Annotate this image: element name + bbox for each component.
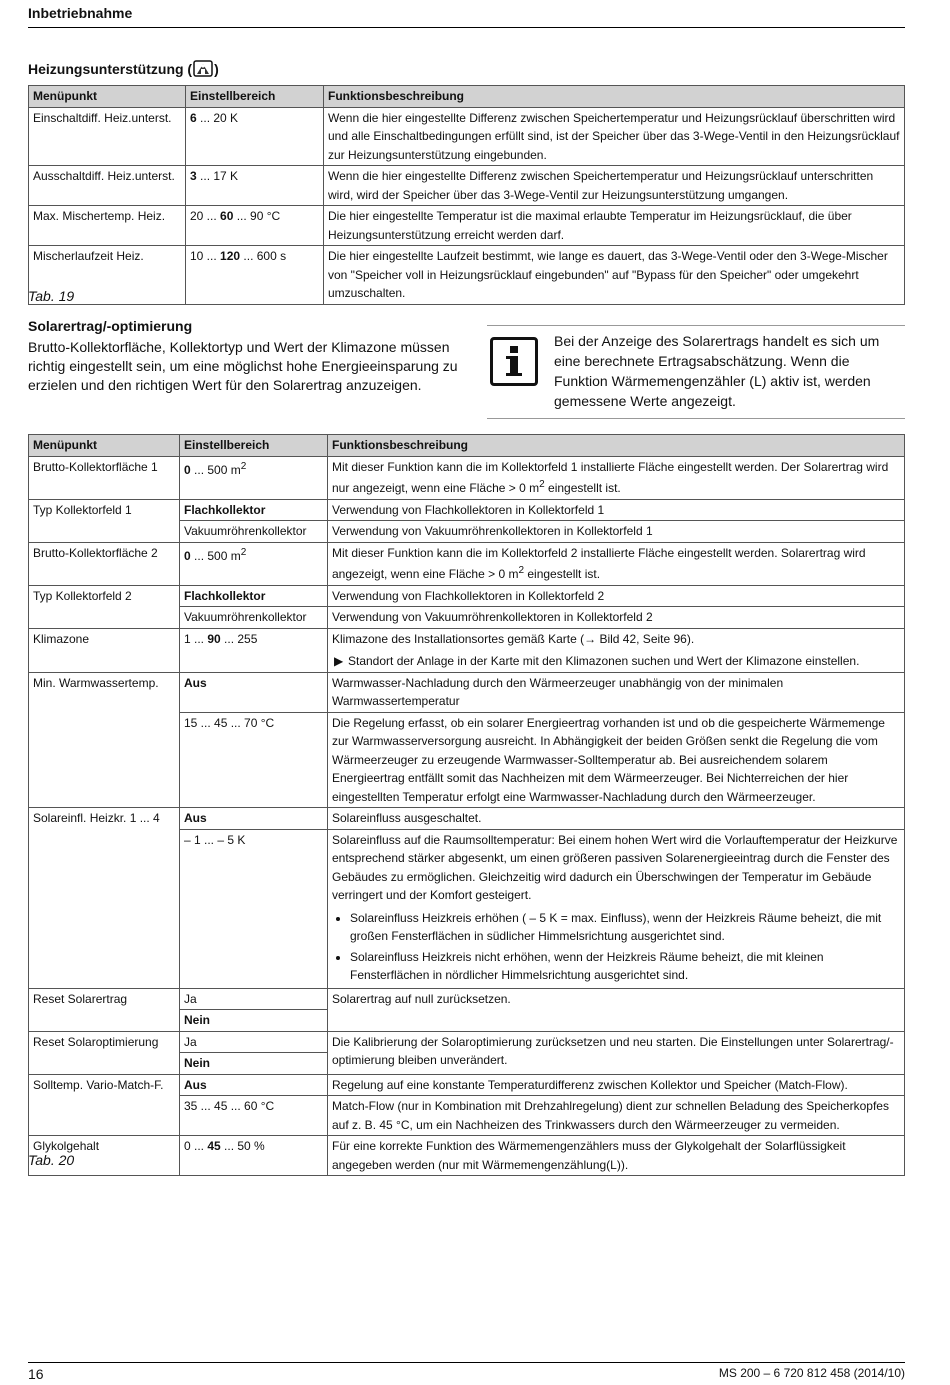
- function-description: Match-Flow (nur in Kombination mit Drehzahlregelung) dient zur schnellen Beladung des Speicherkopfes auf z. B. 45 °C, um ein Nachheizen des Trinkwassers durch den Wärmeerzeuger zu vermeiden.: [328, 1096, 905, 1136]
- range-rest: ... 600 s: [240, 249, 287, 263]
- function-description: [328, 829, 905, 988]
- function-description: Die Kalibrierung der Solaroptimierung zurücksetzen und neu starten. Die Einstellungen unter Solarertrag/-optimierung bleiben unverändert.: [328, 1031, 905, 1074]
- table-row: [29, 1136, 905, 1176]
- unit-superscript: 2: [518, 565, 525, 576]
- range-rest: ... 255: [220, 631, 258, 646]
- desc-part: Mit dieser Funktion kann die im Kollektorfeld 1 installierte Fläche eingestellt werden. Der Solarertrag wird nur angezeigt, wenn eine Fläche > 0 m: [332, 459, 889, 495]
- unit-superscript: 2: [240, 546, 247, 558]
- setting-option: Ja: [180, 1031, 328, 1053]
- page-number: 16: [28, 1366, 44, 1382]
- menu-item: Typ Kollektorfeld 1: [29, 499, 180, 542]
- table-caption-20: Tab. 20: [28, 1152, 75, 1168]
- default-value: 6: [190, 110, 197, 125]
- menu-item: Reset Solarertrag: [29, 988, 180, 1031]
- setting-range: [186, 107, 324, 166]
- info-text: Bei der Anzeige des Solarertrags handelt es sich um eine berechnete Ertragsabschätzung. Wenn die Funktion Wärmemengenzähler (L) aktiv ist, werden gemessene Werte angezeigt.: [554, 333, 880, 409]
- desc-part: eingestellt ist.: [544, 481, 621, 495]
- bullet-item: • Solareinfluss Heizkreis nicht erhöhen, wenn der Heizkreis Räume beheizt, die mit kleinen Fensterflächen in nördlicher Himmelsrichtung ausgerichtet sind.: [350, 948, 900, 985]
- column-header-description: Funktionsbeschreibung: [328, 435, 905, 457]
- function-description: Die Regelung erfasst, ob ein solarer Energieertrag vorhanden ist und ob die gespeicherte Wärmemenge zur Warmwasserversorgung ausreicht. In Abhängigkeit der beiden Größen senkt die Regelung die vom Wärmeerzeuger zu erzeugende Warmwasser-Solltemperatur ab. Bei ausreichendem solarem Energieertrag entfällt somit das Nachheizen mit dem Wärmeerzeuger. Bei Nichterreichen der hier eingestellten Temperatur erfolgt eine Warmwasser-Nachladung durch den Wärmeerzeuger.: [328, 712, 905, 808]
- setting-option: Flachkollektor: [180, 585, 328, 607]
- column-header-range: Einstellbereich: [186, 86, 324, 108]
- menu-item: Solareinfl. Heizkr. 1 ... 4: [29, 808, 180, 989]
- range-rest: ... 17 K: [196, 169, 239, 183]
- function-description: Verwendung von Vakuumröhrenkollektoren in Kollektorfeld 1: [328, 521, 905, 543]
- range-rest: ... 500 m: [190, 548, 241, 563]
- solar-yield-paragraph: Brutto-Kollektorfläche, Kollektortyp und Wert der Klimazone müssen richtig eingestellt sein, um eine möglichst hohe Energieeinsparung zu erzielen und den richtigen Wert für den Solarertrag anzuzeigen.: [28, 339, 458, 393]
- default-value: 90: [207, 631, 221, 646]
- table-row: [29, 542, 905, 585]
- desc-text: Solareinfluss auf die Raumsolltemperatur: Bei einem hohen Wert wird die Vorlauftemperatur der Heizkurve entsprechend stärker abgesenkt, um einen größeren passiven Solarenergieeintrag durch die Fenster des Gebäudes zu ermöglichen. Gleichzeitig wird dadurch ein Überschwingen der Temperatur im Gebäude verringert und der Komfort gesteigert.: [332, 832, 898, 902]
- setting-range: [180, 1136, 328, 1176]
- range-rest: ... 50 %: [220, 1139, 265, 1153]
- function-description: [328, 456, 905, 499]
- function-description: Verwendung von Flachkollektoren in Kollektorfeld 2: [328, 585, 905, 607]
- menu-item: Brutto-Kollektorfläche 1: [29, 456, 180, 499]
- setting-option: – 1 ... – 5 K: [180, 829, 328, 988]
- menu-item: Einschaltdiff. Heiz.unterst.: [29, 107, 186, 166]
- info-note: [487, 325, 905, 419]
- range-pre: 10 ...: [190, 249, 221, 263]
- function-description-empty: [328, 1010, 905, 1032]
- setting-option: Flachkollektor: [180, 499, 328, 521]
- function-description: Wenn die hier eingestellte Differenz zwischen Speichertemperatur und Heizungsrücklauf unterschritten wird, wird der Speicher über das 3-Wege-Ventil zur Heizungsunterstützung umgangen.: [324, 166, 905, 206]
- desc-part: Mit dieser Funktion kann die im Kollektorfeld 2 installierte Fläche eingestellt werden. Solarertrag wird angezeigt, wenn eine Fläche > 0 m: [332, 545, 866, 581]
- desc-part: eingestellt ist.: [524, 567, 601, 581]
- setting-option: Aus: [180, 672, 328, 712]
- table-solar-yield: [28, 434, 905, 1176]
- menu-item: Solltemp. Vario-Match-F.: [29, 1074, 180, 1136]
- table-row: [29, 988, 905, 1010]
- table-row: [29, 585, 905, 607]
- default-value: 0: [184, 548, 191, 563]
- default-value: 120: [220, 249, 241, 263]
- table-row: [29, 499, 905, 521]
- function-description: Die hier eingestellte Laufzeit bestimmt, wie lange es dauert, das 3-Wege-Ventil oder den 3-Wege-Mischer von "Speicher voll in Heizungsrücklauf eingebunden" auf "Bypass für den Speicher" oder umgekehrt umzuschalten.: [324, 246, 905, 305]
- info-icon: [490, 337, 538, 386]
- setting-option: Vakuumröhrenkollektor: [180, 607, 328, 629]
- menu-item: Max. Mischertemp. Heiz.: [29, 206, 186, 246]
- menu-item: Typ Kollektorfeld 2: [29, 585, 180, 628]
- function-description: Für eine korrekte Funktion des Wärmemengenzählers muss der Glykolgehalt der Solarflüssigkeit angegeben werden (nur mit Wärmemengenzählung(L)).: [328, 1136, 905, 1176]
- unit-superscript: 2: [240, 460, 247, 472]
- table-row: [29, 456, 905, 499]
- heating-support-icon: [193, 60, 213, 80]
- column-header-range: Einstellbereich: [180, 435, 328, 457]
- table-row: [29, 246, 905, 305]
- unit-superscript: 2: [539, 479, 545, 490]
- bullet-list: [332, 909, 900, 985]
- menu-item: Klimazone: [29, 628, 180, 672]
- default-value: 45: [207, 1139, 221, 1153]
- table-row: [29, 1031, 905, 1053]
- function-description: Regelung auf eine konstante Temperaturdifferenz zwischen Kollektor und Speicher (Match-Flow).: [328, 1074, 905, 1096]
- column-header-menu: Menüpunkt: [29, 435, 180, 457]
- table-row: [29, 1074, 905, 1096]
- table-row: [29, 672, 905, 712]
- section-heading-heating-support: [28, 60, 219, 80]
- function-description: Verwendung von Vakuumröhrenkollektoren in Kollektorfeld 2: [328, 607, 905, 629]
- section-heading-text: Heizungsunterstützung (: [28, 61, 193, 77]
- range-pre: 1 ...: [184, 631, 208, 646]
- default-value: 3: [190, 169, 197, 183]
- menu-item: Glykolgehalt: [29, 1136, 180, 1176]
- function-description: Solarertrag auf null zurücksetzen.: [328, 988, 905, 1010]
- table-header-row: [29, 435, 905, 457]
- table-row: [29, 628, 905, 672]
- footer-divider: [28, 1362, 905, 1363]
- menu-item: Ausschaltdiff. Heiz.unterst.: [29, 166, 186, 206]
- setting-option: 15 ... 45 ... 70 °C: [180, 712, 328, 808]
- range-rest: ... 90 °C: [233, 209, 281, 223]
- setting-range: [180, 628, 328, 672]
- desc-text: Klimazone des Installationsortes gemäß Karte (→ Bild 42, Seite 96).: [332, 631, 695, 646]
- setting-range: [186, 206, 324, 246]
- page-header-title: Inbetriebnahme: [28, 5, 133, 21]
- range-rest: ... 20 K: [196, 110, 239, 125]
- table-heating-support: [28, 85, 905, 305]
- instruction-step: [332, 652, 900, 671]
- menu-item: Mischerlaufzeit Heiz.: [29, 246, 186, 305]
- bullet-item: • Solareinfluss Heizkreis erhöhen ( – 5 K = max. Einfluss), wenn der Heizkreis Räume beheizt, die mit großen Fensterflächen in südlicher Himmelsrichtung ausgerichtet sind.: [350, 909, 900, 946]
- menu-item: Reset Solaroptimierung: [29, 1031, 180, 1074]
- setting-option: Aus: [180, 808, 328, 830]
- column-header-description: Funktionsbeschreibung: [324, 86, 905, 108]
- setting-option: Nein: [180, 1010, 328, 1032]
- table-row: [29, 166, 905, 206]
- function-description: Warmwasser-Nachladung durch den Wärmeerzeuger unabhängig von der minimalen Warmwassertemperatur: [328, 672, 905, 712]
- function-description: [328, 542, 905, 585]
- function-description: Solareinfluss ausgeschaltet.: [328, 808, 905, 830]
- setting-option: Ja: [180, 988, 328, 1010]
- setting-range: [180, 456, 328, 499]
- function-description: Die hier eingestellte Temperatur ist die maximal erlaubte Temperatur im Heizungsrücklauf, die über Heizungsunterstützung erreicht werden darf.: [324, 206, 905, 246]
- table-row: [29, 206, 905, 246]
- section-heading-solar-yield: Solarertrag/-optimierung: [28, 318, 193, 334]
- setting-option: 35 ... 45 ... 60 °C: [180, 1096, 328, 1136]
- function-description: Verwendung von Flachkollektoren in Kollektorfeld 1: [328, 499, 905, 521]
- range-pre: 20 ...: [190, 209, 221, 223]
- column-header-menu: Menüpunkt: [29, 86, 186, 108]
- range-rest: ... 500 m: [190, 462, 241, 477]
- setting-range: [186, 166, 324, 206]
- setting-option: Vakuumröhrenkollektor: [180, 521, 328, 543]
- default-value: 0: [184, 462, 191, 477]
- menu-item: Brutto-Kollektorfläche 2: [29, 542, 180, 585]
- table-caption-19: Tab. 19: [28, 288, 75, 304]
- table-row: [29, 107, 905, 166]
- menu-item: Min. Warmwassertemp.: [29, 672, 180, 808]
- function-description: [328, 628, 905, 672]
- range-pre: 0 ...: [184, 1139, 208, 1153]
- function-description: Wenn die hier eingestellte Differenz zwischen Speichertemperatur und Heizungsrücklauf überschritten wird und alle Einschaltbedingungen erfüllt sind, ist der Speicher über das 3-Wege-Ventil in den Heizungsrücklauf zur Heizungsunterstützung eingebunden.: [324, 107, 905, 166]
- setting-option: Nein: [180, 1053, 328, 1075]
- section-heading-close: ): [214, 61, 219, 77]
- setting-range: [186, 246, 324, 305]
- setting-option: Aus: [180, 1074, 328, 1096]
- step-arrow-icon: ▶: [334, 654, 344, 668]
- setting-range: [180, 542, 328, 585]
- table-header-row: [29, 86, 905, 108]
- default-value: 60: [220, 209, 234, 223]
- document-reference: MS 200 – 6 720 812 458 (2014/10): [718, 1366, 905, 1380]
- step-text: Standort der Anlage in der Karte mit den Klimazonen suchen und Wert der Klimazone einstellen.: [348, 654, 860, 668]
- header-divider: [28, 27, 905, 28]
- table-row: [29, 808, 905, 830]
